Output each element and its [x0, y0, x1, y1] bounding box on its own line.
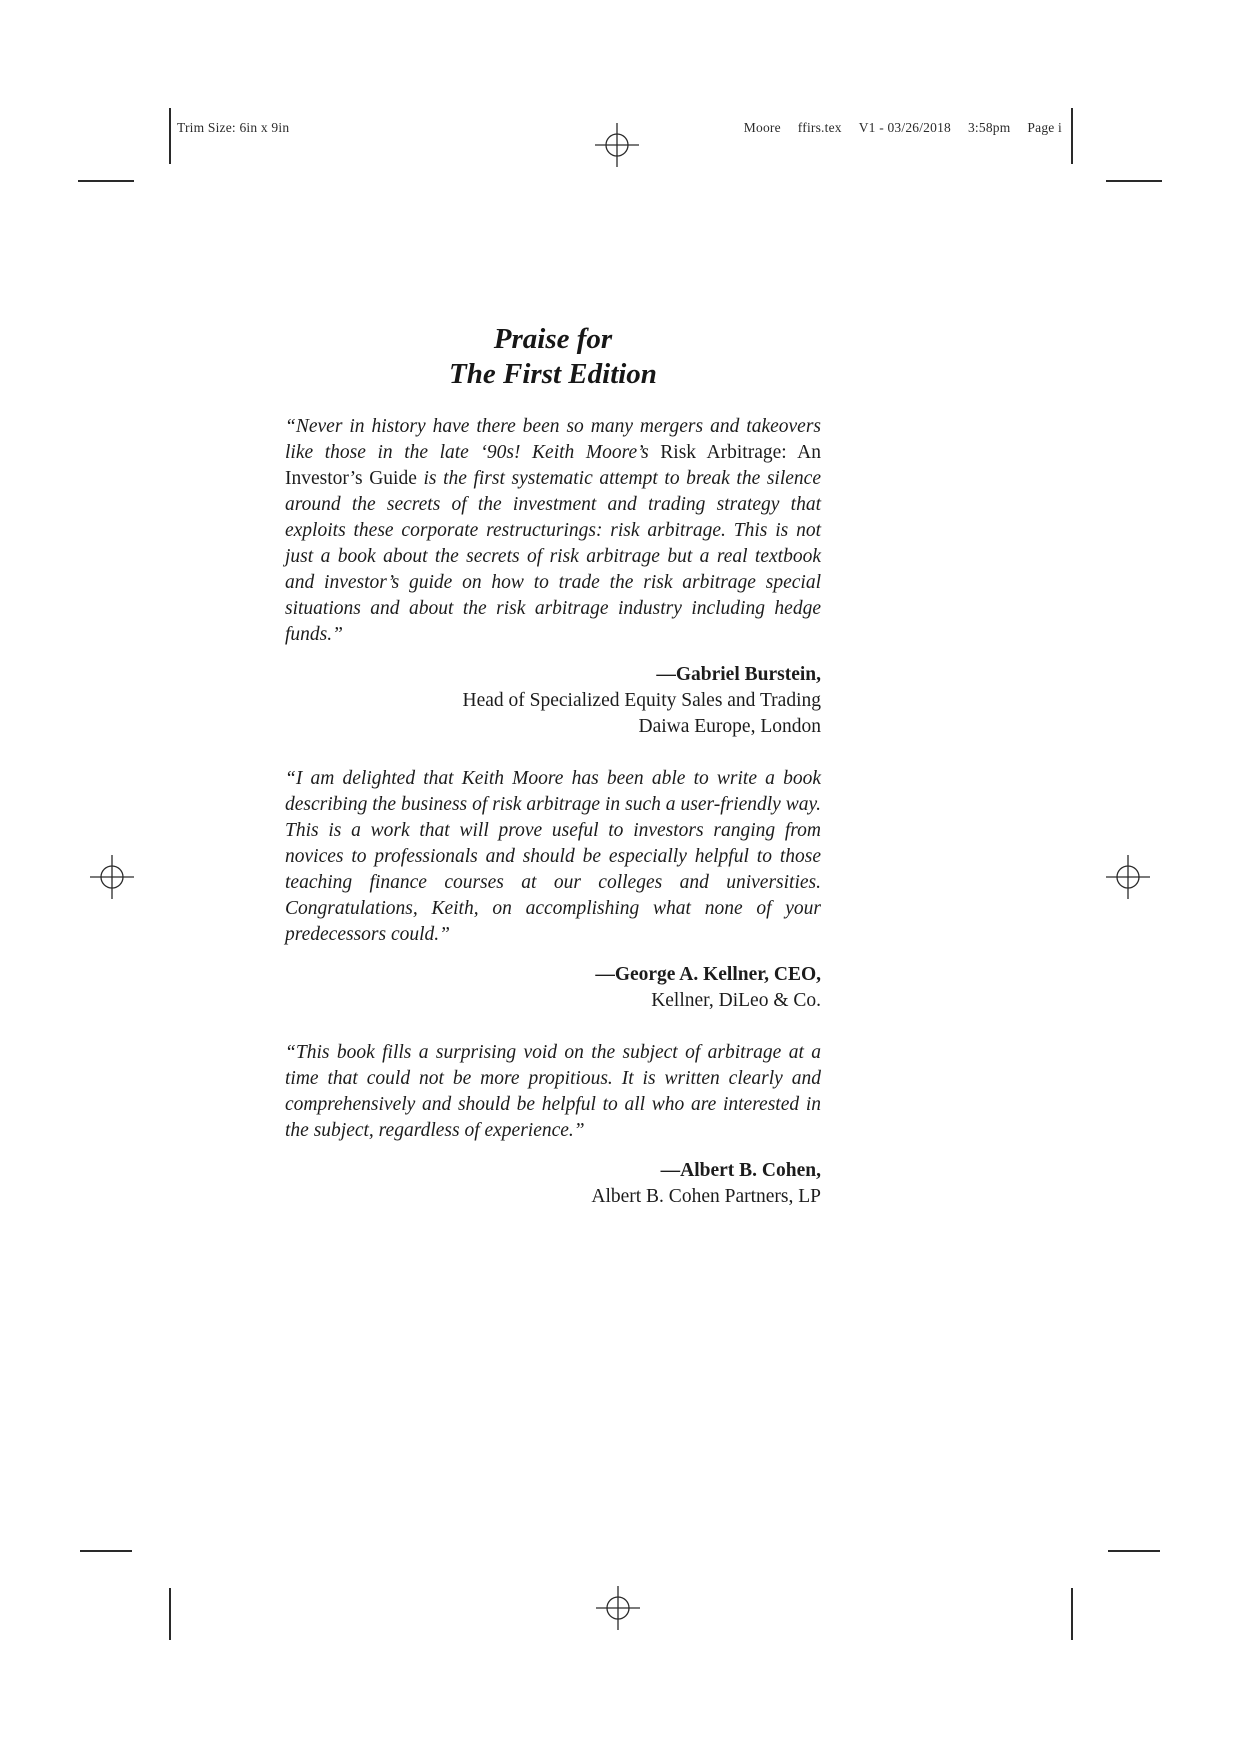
quote-kellner: “I am delighted that Keith Moore has been able to write a book describing the business of risk arbitrage in such a user-friendly way. This is a work that will prove useful to investors ranging from novices to professionals and should be especially helpful to those teaching finance courses at our colleges and universities. Congratulations, Keith, on accomplishing what none of your predecessors could.” — [285, 768, 821, 945]
page-title-line-2: The First Edition — [449, 358, 657, 390]
crop-mark-top-right-horizontal — [1106, 180, 1162, 182]
attribution-burstein-company: Daiwa Europe, London — [638, 716, 821, 737]
crop-mark-bottom-right-horizontal — [1108, 1550, 1160, 1552]
doc-info-time: 3:58pm — [967, 120, 1011, 135]
crop-mark-top-left-horizontal — [78, 180, 134, 182]
quote-burstein-book-title: Risk Arbitrage: An Investor’s Guide — [285, 442, 822, 489]
trim-size-label: Trim Size: 6in x 9in — [177, 120, 290, 135]
doc-info-version: V1 - 03/26/2018 — [858, 120, 951, 135]
quote-burstein — [285, 414, 821, 648]
crop-mark-bottom-right-vertical — [1071, 1588, 1073, 1640]
attribution-kellner — [285, 962, 821, 1014]
attribution-burstein-role: Head of Specialized Equity Sales and Trading — [462, 690, 821, 711]
attribution-kellner-name: —George A. Kellner, CEO, — [595, 964, 821, 985]
attribution-cohen-company: Albert B. Cohen Partners, LP — [591, 1186, 821, 1207]
crop-mark-top-left-vertical — [169, 108, 171, 164]
quote-cohen: “This book fills a surprising void on the subject of arbitrage at a time that could not be more propitious. It is written clearly and comprehensively and should be helpful to all who are interested in the subject, regardless of experience.” — [285, 1042, 821, 1141]
registration-crosshair-left-icon — [90, 855, 134, 899]
registration-crosshair-top-icon — [595, 123, 639, 167]
page-title — [285, 322, 821, 392]
quote-burstein-text-italic-2: is the first systematic attempt to break the silence around the secrets of the investment and trading strategy that exploits these corporate restructurings: risk arbitrage. This is not just a book about the secrets of risk arbitrage but a real textbook and investor’s guide on how to trade the risk arbitrage special situations and about the risk arbitrage industry including hedge funds.” — [285, 468, 821, 645]
attribution-burstein-name: —Gabriel Burstein, — [656, 664, 821, 685]
registration-crosshair-bottom-icon — [596, 1586, 640, 1630]
doc-info-file: ffirs.tex — [797, 120, 842, 135]
content-column — [285, 322, 821, 1236]
doc-info-book: Moore — [743, 120, 781, 135]
attribution-burstein — [285, 662, 821, 740]
attribution-kellner-company: Kellner, DiLeo & Co. — [651, 990, 821, 1011]
doc-info-header — [744, 120, 1062, 136]
quote-burstein-text-italic-1: “Never in history have there been so many mergers and takeovers like those in the late ‘90s! Keith Moore’s — [285, 416, 821, 463]
page-title-line-1: Praise for — [493, 323, 613, 355]
registration-crosshair-right-icon — [1106, 855, 1150, 899]
attribution-cohen-name: —Albert B. Cohen, — [660, 1160, 821, 1181]
crop-mark-bottom-left-vertical — [169, 1588, 171, 1640]
attribution-cohen — [285, 1158, 821, 1210]
crop-mark-bottom-left-horizontal — [80, 1550, 132, 1552]
crop-mark-top-right-vertical — [1071, 108, 1073, 164]
doc-info-page-number: Page i — [1027, 120, 1062, 135]
